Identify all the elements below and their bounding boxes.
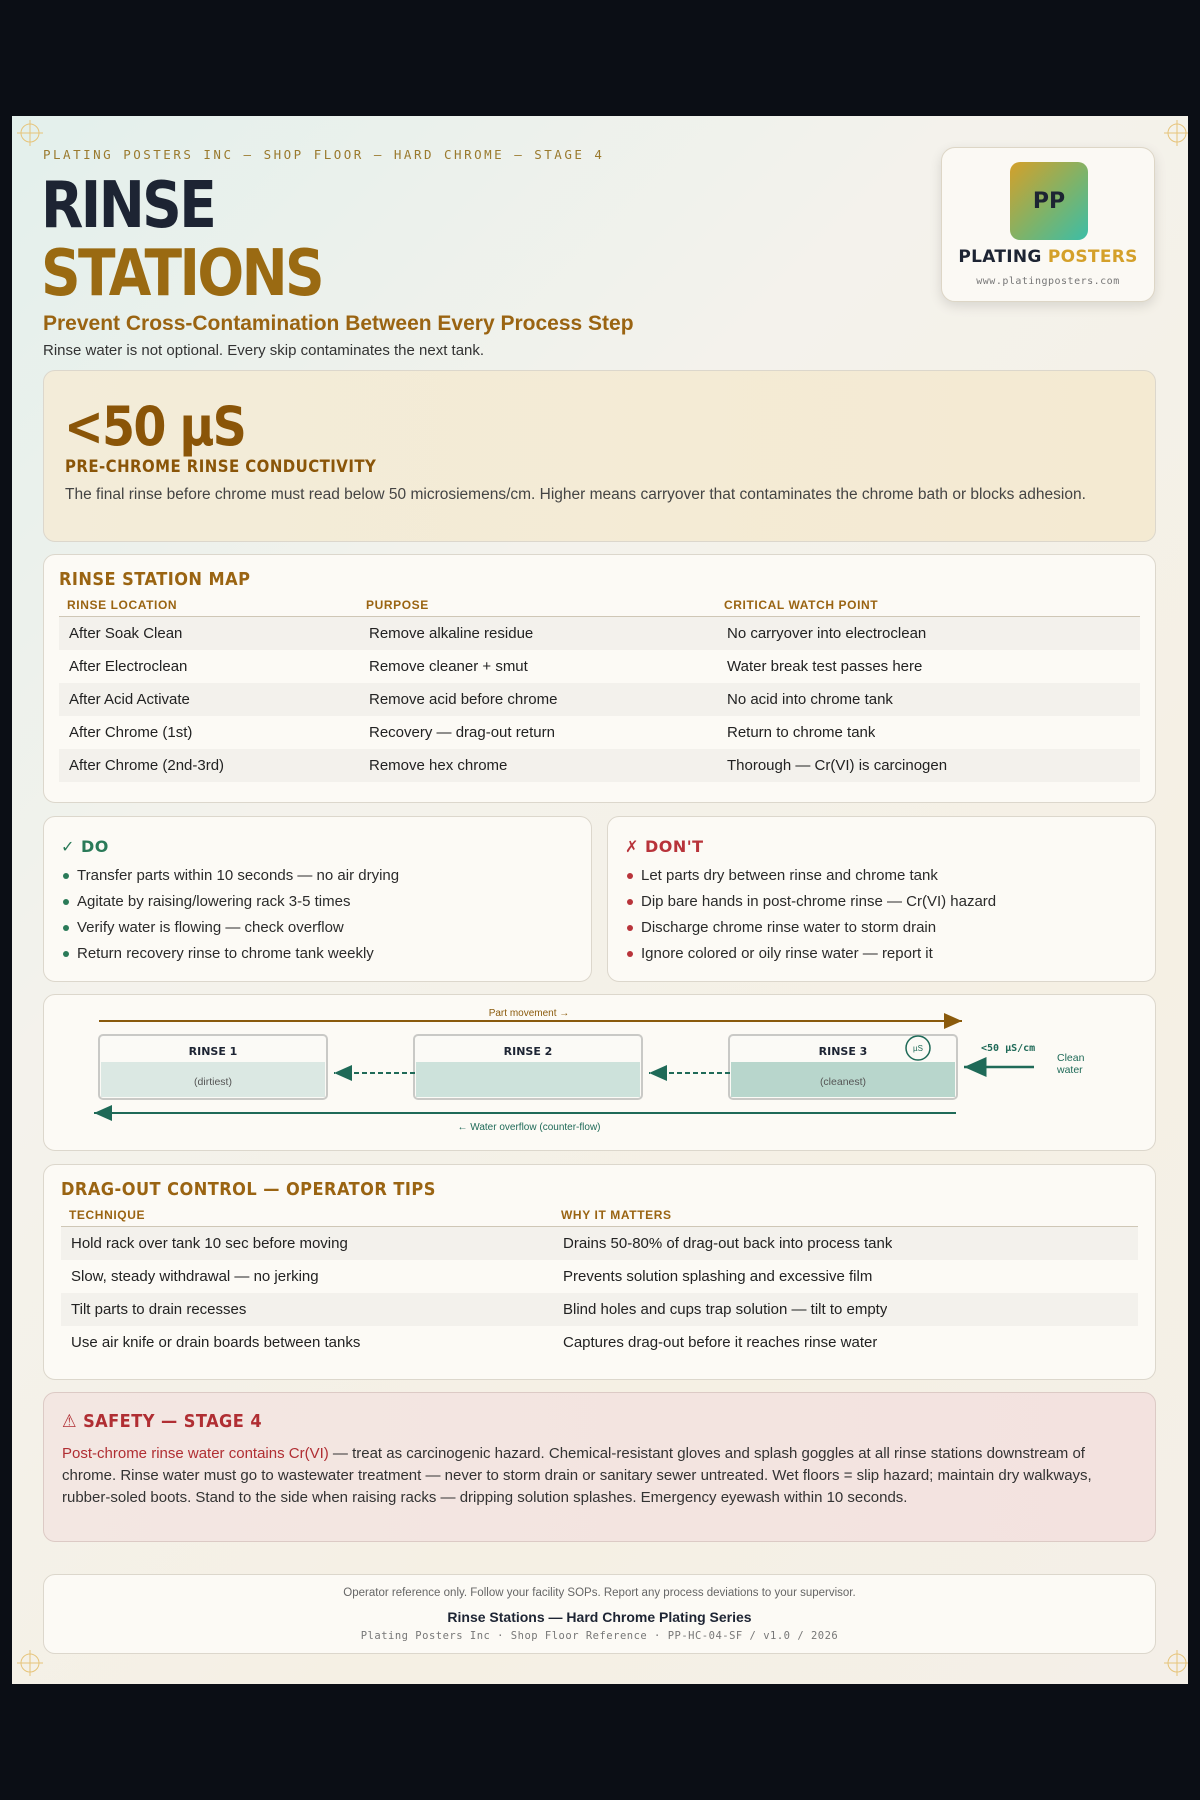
table-row xyxy=(59,683,1140,716)
table-row xyxy=(59,617,1140,650)
conductivity-text: The final rinse before chrome must read below 50 microsiemens/cm. Higher means carryover that contaminates the chrome bath or blocks adhesion. xyxy=(65,486,1086,503)
list-item: Discharge chrome rinse water to storm drain xyxy=(627,915,996,941)
table-row xyxy=(59,749,1140,782)
table-cell: Return to chrome tank xyxy=(727,724,876,741)
safety-callout xyxy=(43,1392,1156,1542)
counterflow-diagram xyxy=(43,994,1156,1151)
logo-mark: PP xyxy=(1010,162,1088,240)
table-cell: Captures drag-out before it reaches rinse water xyxy=(563,1334,878,1351)
crosshair-icon xyxy=(17,120,43,146)
footer-note: Operator reference only. Follow your facility SOPs. Report any process deviations to your supervisor. xyxy=(343,1587,856,1599)
tank-label: RINSE 3 xyxy=(818,1045,868,1058)
column-header: TECHNIQUE xyxy=(69,1208,146,1222)
table-cell: Water break test passes here xyxy=(727,658,923,675)
rinse-map-table xyxy=(59,595,1140,782)
safety-body: — treat as carcinogenic hazard. Chemical-resistant gloves and splash goggles at all rinse stations downstream of chrome. Rinse water must go to wastewater treatment — never to storm drain or sanitary sewer untreated. Wet floors = slip hazard; maintain dry walkways, rubber-soled boots. Stand to the side when raising racks — dripping solution splashes. Emergency eyewash within 10 seconds. xyxy=(62,1445,1092,1506)
table-header xyxy=(61,1205,1138,1227)
table-cell: After Chrome (2nd-3rd) xyxy=(69,757,225,774)
do-list xyxy=(63,863,399,967)
dont-title: ✗ DON'T xyxy=(625,837,704,856)
conductivity-callout xyxy=(43,370,1156,542)
table-row xyxy=(59,650,1140,683)
table-cell: After Soak Clean xyxy=(69,625,183,642)
clean-water-label: water xyxy=(1057,1064,1083,1076)
table-cell: Remove hex chrome xyxy=(369,757,508,774)
tank-note: (dirtiest) xyxy=(194,1076,232,1088)
table-cell: Recovery — drag-out return xyxy=(369,724,555,741)
table-row xyxy=(61,1260,1138,1293)
logo-name xyxy=(942,247,1154,267)
logo-name-part1: PLATING xyxy=(958,247,1042,267)
footer xyxy=(43,1574,1156,1654)
water-overflow-label: ← Water overflow (counter-flow) xyxy=(457,1122,601,1133)
list-item: Agitate by raising/lowering rack 3-5 times xyxy=(63,889,399,915)
do-title: ✓ DO xyxy=(61,837,109,856)
table-row xyxy=(59,716,1140,749)
table-cell: Remove acid before chrome xyxy=(369,691,558,708)
page-subtitle: Prevent Cross-Contamination Between Every Process Step xyxy=(43,312,634,335)
tank-label: RINSE 1 xyxy=(188,1045,238,1058)
column-header: WHY IT MATTERS xyxy=(561,1208,672,1222)
footer-series: Rinse Stations — Hard Chrome Plating Series xyxy=(447,1609,752,1625)
list-item: Ignore colored or oily rinse water — report it xyxy=(627,941,996,967)
conductivity-target: <50 µS/cm xyxy=(981,1043,1036,1054)
table-cell: No acid into chrome tank xyxy=(727,691,893,708)
page-title-line2: STATIONS xyxy=(41,237,323,311)
dont-list xyxy=(627,863,996,967)
column-header: PURPOSE xyxy=(366,598,429,612)
table-cell: After Acid Activate xyxy=(69,691,190,708)
table-cell: Drains 50-80% of drag-out back into process tank xyxy=(563,1235,893,1252)
list-item: Let parts dry between rinse and chrome tank xyxy=(627,863,996,889)
table-cell: Remove cleaner + smut xyxy=(369,658,528,675)
section-title: RINSE STATION MAP xyxy=(59,569,251,590)
crosshair-icon xyxy=(1164,120,1188,146)
conductivity-value: <50 µS xyxy=(64,395,246,458)
table-row xyxy=(61,1227,1138,1260)
logo-name-part2: POSTERS xyxy=(1047,247,1138,267)
rinse-tank-1 xyxy=(99,1035,327,1099)
table-cell: Use air knife or drain boards between tanks xyxy=(71,1334,361,1351)
tagline: Rinse water is not optional. Every skip contaminates the next tank. xyxy=(43,342,485,359)
poster xyxy=(12,116,1188,1684)
table-cell: After Electroclean xyxy=(69,658,188,675)
logo-url: www.platingposters.com xyxy=(976,276,1120,287)
table-row xyxy=(61,1293,1138,1326)
rinse-tank-2 xyxy=(414,1035,642,1099)
do-card xyxy=(43,816,592,982)
tank-note: (cleanest) xyxy=(819,1076,867,1088)
drag-out-control xyxy=(43,1164,1156,1380)
clean-water-label: Clean xyxy=(1057,1052,1085,1064)
dont-card xyxy=(607,816,1156,982)
table-cell: Remove alkaline residue xyxy=(369,625,534,642)
footer-meta: Plating Posters Inc · Shop Floor Reference · PP-HC-04-SF / v1.0 / 2026 xyxy=(360,1630,839,1642)
section-title: DRAG-OUT CONTROL — OPERATOR TIPS xyxy=(61,1179,436,1200)
part-movement-label: Part movement → xyxy=(488,1008,570,1019)
list-item: Return recovery rinse to chrome tank weekly xyxy=(63,941,399,967)
list-item: Transfer parts within 10 seconds — no air drying xyxy=(63,863,399,889)
table-cell: Prevents solution splashing and excessive film xyxy=(563,1268,873,1285)
eyebrow-text: PLATING POSTERS INC — SHOP FLOOR — HARD CHROME — STAGE 4 xyxy=(43,147,605,162)
table-body xyxy=(59,617,1140,782)
rinse-station-map xyxy=(43,554,1156,803)
column-header: CRITICAL WATCH POINT xyxy=(724,598,879,612)
table-cell: No carryover into electroclean xyxy=(727,625,927,642)
table-cell: Hold rack over tank 10 sec before moving xyxy=(71,1235,348,1252)
crosshair-icon xyxy=(17,1650,43,1676)
logo-card xyxy=(941,147,1155,302)
table-cell: Blind holes and cups trap solution — tilt to empty xyxy=(563,1301,888,1318)
conductivity-meter-icon xyxy=(906,1036,930,1060)
list-item: Dip bare hands in post-chrome rinse — Cr(VI) hazard xyxy=(627,889,996,915)
table-cell: Tilt parts to drain recesses xyxy=(71,1301,247,1318)
column-header: RINSE LOCATION xyxy=(67,598,178,612)
safety-text xyxy=(62,1443,1142,1509)
table-row xyxy=(61,1326,1138,1359)
list-item: Verify water is flowing — check overflow xyxy=(63,915,399,941)
table-body xyxy=(61,1227,1138,1359)
table-cell: Slow, steady withdrawal — no jerking xyxy=(71,1268,319,1285)
table-cell: After Chrome (1st) xyxy=(69,724,193,741)
table-cell: Thorough — Cr(VI) is carcinogen xyxy=(727,757,948,774)
drag-out-table xyxy=(61,1205,1138,1359)
page-title-line1: RINSE xyxy=(41,169,215,243)
crosshair-icon xyxy=(1164,1650,1188,1676)
table-header xyxy=(59,595,1140,617)
meter-label: µS xyxy=(913,1044,923,1053)
safety-highlight: Post-chrome rinse water contains Cr(VI) xyxy=(62,1445,329,1462)
safety-title: ⚠ SAFETY — STAGE 4 xyxy=(62,1411,263,1432)
counterflow-diagram-svg xyxy=(44,995,1157,1152)
conductivity-label: PRE-CHROME RINSE CONDUCTIVITY xyxy=(65,457,377,477)
tank-label: RINSE 2 xyxy=(503,1045,553,1058)
